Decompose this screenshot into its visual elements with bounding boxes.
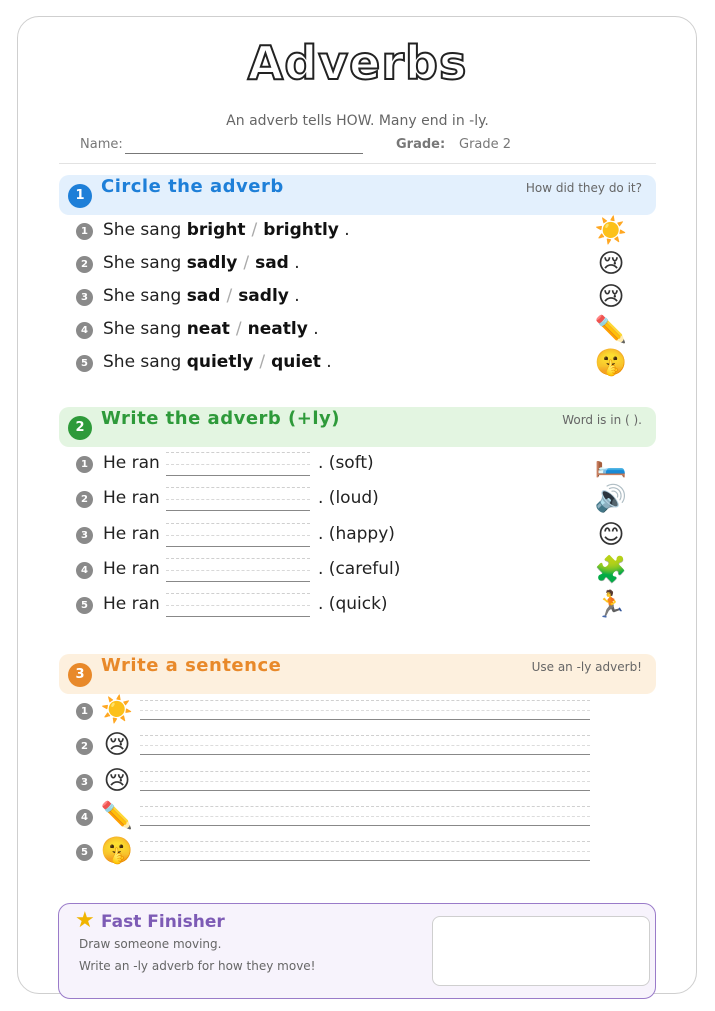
root-word: . (quick): [318, 594, 388, 614]
fast-finisher-instruction-2: Write an -ly adverb for how they move!: [79, 959, 316, 973]
root-word: . (soft): [318, 453, 374, 473]
fast-finisher-instruction-1: Draw someone moving.: [79, 937, 222, 951]
sentence-writing-line[interactable]: [140, 735, 590, 755]
sentence-prefix: He ran: [103, 453, 160, 473]
circle-item: [76, 253, 636, 277]
adverb-choice-b[interactable]: quiet: [271, 352, 321, 372]
smiling-face-icon: 😊: [597, 520, 625, 550]
crying-face-icon: 😢: [597, 282, 625, 312]
item-number-badge: 2: [76, 256, 93, 273]
circle-item: [76, 319, 636, 343]
choice-separator: /: [259, 352, 266, 372]
shushing-face-icon: 🤫: [594, 348, 628, 378]
answer-blank[interactable]: [166, 487, 310, 511]
adverb-choice-a[interactable]: sad: [186, 286, 221, 306]
choice-separator: /: [226, 286, 233, 306]
sentence-text: [103, 220, 350, 240]
sentence-text: [103, 253, 300, 273]
sentence-end: .: [313, 319, 319, 339]
speaker-icon: 🔊: [594, 484, 628, 514]
sentence-text: [103, 319, 319, 339]
pencil-icon: ✏️: [594, 315, 628, 345]
name-label: Name:: [80, 137, 123, 152]
sentence-prefix: She sang: [103, 352, 182, 372]
section-3-hint: Use an -ly adverb!: [531, 660, 642, 674]
item-number-badge: 5: [76, 355, 93, 372]
choice-separator: /: [243, 253, 250, 273]
pencil-icon: ✏️: [100, 801, 134, 831]
adverb-choice-b[interactable]: brightly: [263, 220, 339, 240]
bed-icon: 🛏️: [594, 449, 628, 479]
item-number-badge: 4: [76, 322, 93, 339]
section-1-title: Circle the adverb: [101, 176, 284, 197]
sentence-writing-line[interactable]: [140, 806, 590, 826]
drawing-box[interactable]: [432, 916, 650, 986]
choice-separator: /: [235, 319, 242, 339]
crying-face-icon: 😢: [597, 249, 625, 279]
adverb-choice-a[interactable]: quietly: [186, 352, 254, 372]
puzzle-piece-icon: 🧩: [594, 555, 628, 585]
adverb-choice-a[interactable]: sadly: [186, 253, 238, 273]
answer-blank[interactable]: [166, 558, 310, 582]
section-2-title: Write the adverb (+ly): [101, 408, 340, 429]
adverb-choice-b[interactable]: sad: [255, 253, 289, 273]
item-number-badge: 2: [76, 491, 93, 508]
item-number-badge: 4: [76, 809, 93, 826]
circle-item: [76, 286, 636, 310]
sentence-writing-line[interactable]: [140, 841, 590, 861]
circle-item: [76, 352, 636, 376]
item-number-badge: 2: [76, 738, 93, 755]
worksheet-title: Adverbs: [247, 36, 468, 90]
sentence-prefix: He ran: [103, 594, 160, 614]
section-3-number-badge: 3: [68, 663, 92, 687]
adverb-choice-b[interactable]: neatly: [247, 319, 308, 339]
circle-item: [76, 220, 636, 244]
section-1-header: [59, 175, 656, 215]
sun-icon: ☀️: [100, 695, 134, 725]
crying-face-icon: 😢: [103, 766, 131, 796]
choice-separator: /: [251, 220, 258, 240]
sentence-end: .: [326, 352, 332, 372]
answer-blank[interactable]: [166, 452, 310, 476]
shushing-face-icon: 🤫: [100, 836, 134, 866]
sentence-text: [103, 352, 332, 372]
name-field[interactable]: [125, 153, 363, 154]
item-number-badge: 1: [76, 223, 93, 240]
root-word: . (careful): [318, 559, 401, 579]
answer-blank[interactable]: [166, 593, 310, 617]
root-word: . (loud): [318, 488, 379, 508]
grade-label: Grade:: [396, 137, 446, 152]
sentence-text: [103, 286, 300, 306]
section-1-number-badge: 1: [68, 184, 92, 208]
section-2-header: [59, 407, 656, 447]
item-number-badge: 1: [76, 456, 93, 473]
item-number-badge: 1: [76, 703, 93, 720]
grade-value: Grade 2: [459, 137, 512, 152]
item-number-badge: 4: [76, 562, 93, 579]
adverb-choice-a[interactable]: neat: [186, 319, 230, 339]
sun-icon: ☀️: [594, 216, 628, 246]
fast-finisher-title: Fast Finisher: [101, 912, 225, 932]
item-number-badge: 3: [76, 774, 93, 791]
sentence-end: .: [294, 253, 300, 273]
sentence-prefix: She sang: [103, 253, 182, 273]
item-number-badge: 3: [76, 289, 93, 306]
section-2-number-badge: 2: [68, 416, 92, 440]
sentence-prefix: He ran: [103, 524, 160, 544]
fast-finisher-box: [58, 903, 656, 999]
section-1-hint: How did they do it?: [525, 181, 642, 195]
item-number-badge: 5: [76, 844, 93, 861]
crying-face-icon: 😢: [103, 730, 131, 760]
root-word: . (happy): [318, 524, 395, 544]
sentence-prefix: She sang: [103, 220, 182, 240]
sentence-writing-line[interactable]: [140, 700, 590, 720]
worksheet-subtitle: An adverb tells HOW. Many end in -ly.: [226, 113, 489, 129]
adverb-choice-a[interactable]: bright: [186, 220, 246, 240]
sentence-prefix: She sang: [103, 286, 182, 306]
section-3-header: [59, 654, 656, 694]
sentence-prefix: He ran: [103, 559, 160, 579]
section-2-hint: Word is in ( ).: [562, 413, 642, 427]
item-number-badge: 5: [76, 597, 93, 614]
section-3-title: Write a sentence: [101, 655, 282, 676]
sentence-prefix: She sang: [103, 319, 182, 339]
adverb-choice-b[interactable]: sadly: [238, 286, 289, 306]
star-icon: ★: [75, 908, 95, 933]
sentence-end: .: [344, 220, 350, 240]
item-number-badge: 3: [76, 527, 93, 544]
sentence-writing-line[interactable]: [140, 771, 590, 791]
sentence-end: .: [294, 286, 300, 306]
answer-blank[interactable]: [166, 523, 310, 547]
sentence-prefix: He ran: [103, 488, 160, 508]
header-divider: [59, 163, 656, 164]
runner-icon: 🏃: [594, 590, 628, 620]
